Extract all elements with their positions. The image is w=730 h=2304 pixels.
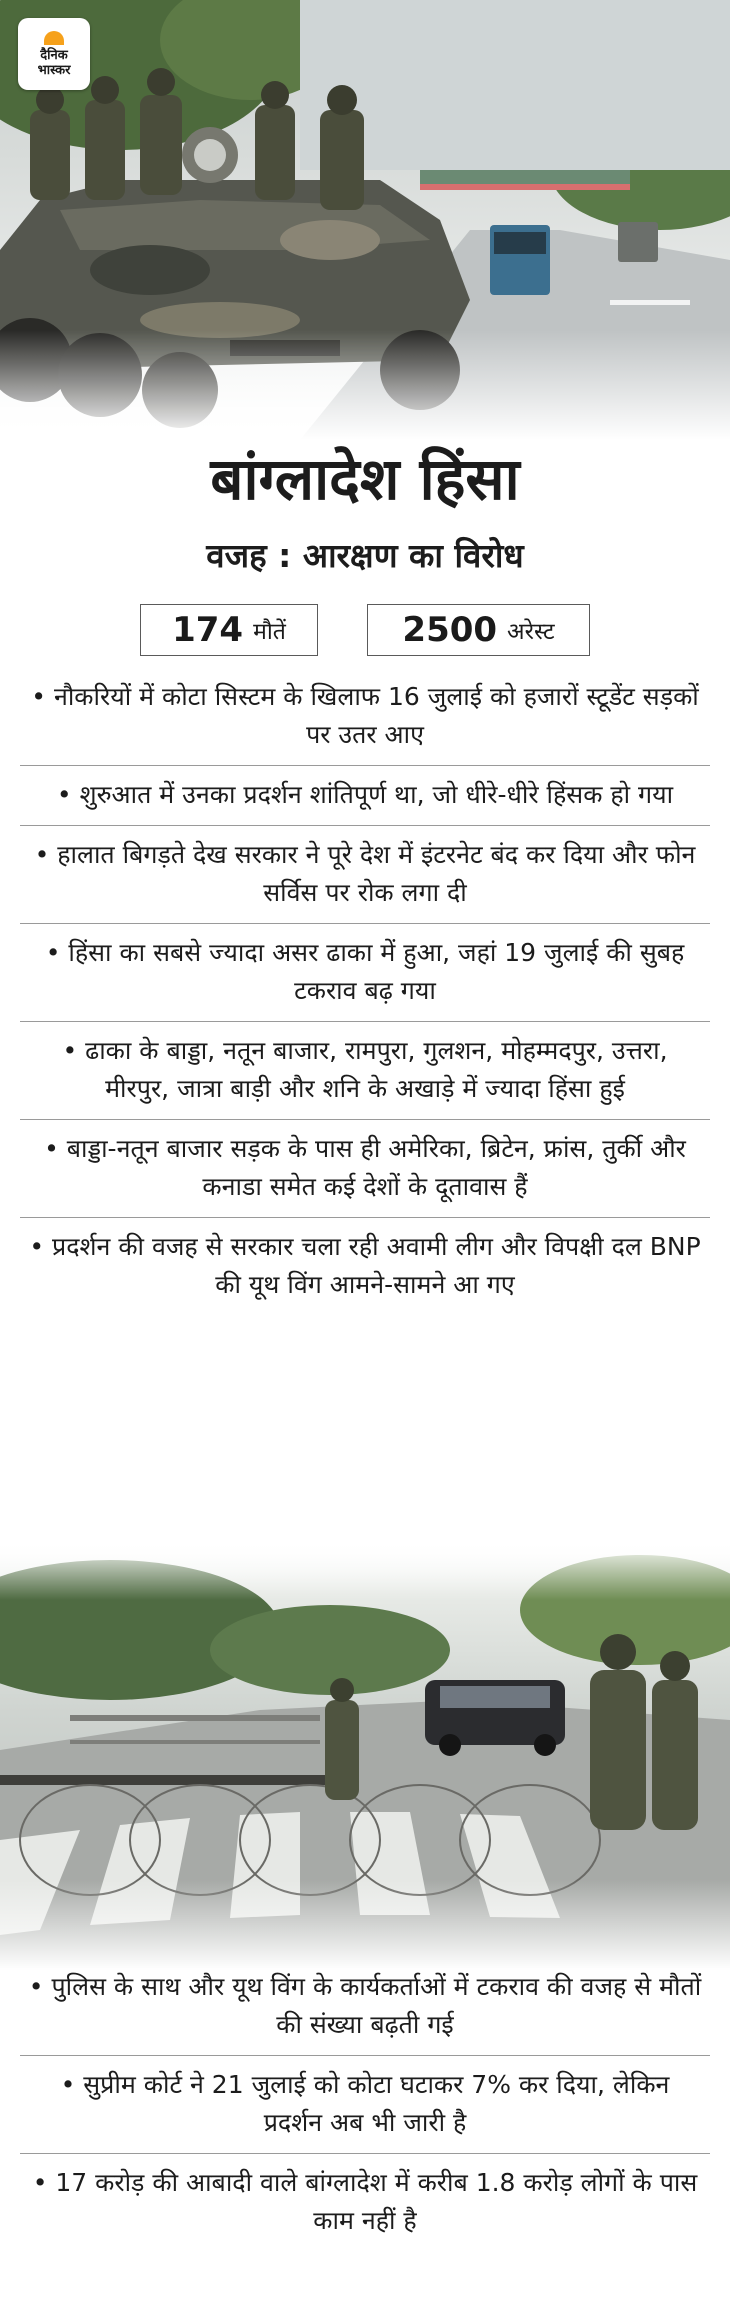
key-points-top [20, 668, 710, 1315]
stat-arrests-label: अरेस्ट [507, 619, 555, 645]
stat-deaths-value: 174 [172, 610, 244, 650]
list-item: • 17 करोड़ की आबादी वाले बांग्लादेश में करीब 1.8 करोड़ लोगों के पास काम नहीं है [32, 2168, 698, 2235]
list-item: • हालात बिगड़ते देख सरकार ने पूरे देश में इंटरनेट बंद कर दिया और फोन सर्विस पर रोक लगा दी [20, 826, 710, 924]
key-points-bottom [20, 1958, 710, 2251]
list-item: • पुलिस के साथ और यूथ विंग के कार्यकर्ताओं में टकराव की वजह से मौतों की संख्या बढ़ती गई [20, 1958, 710, 2056]
list-item: • ढाका के बाड्डा, नतून बाजार, रामपुरा, गुलशन, मोहम्मदपुर, उत्तरा, मीरपुर, जात्रा बाड़ी और शनि के अखाड़े में ज्यादा हिंसा हुई [20, 1022, 710, 1120]
logo-line-2: भास्कर [37, 62, 71, 78]
dainik-bhaskar-logo [18, 18, 90, 90]
armored-vehicle-illustration [0, 0, 730, 440]
page-subtitle: वजह : आरक्षण का विरोध [206, 536, 524, 575]
top-photo-armored-vehicle [0, 0, 730, 440]
stat-deaths-label: मौतें [253, 619, 286, 645]
middle-photo-barricade [0, 1540, 730, 1970]
stat-deaths [140, 604, 318, 656]
list-item: • नौकरियों में कोटा सिस्टम के खिलाफ 16 जुलाई को हजारों स्टूडेंट सड़कों पर उतर आए [20, 668, 710, 766]
list-item: • सुप्रीम कोर्ट ने 21 जुलाई को कोटा घटाकर 7% कर दिया, लेकिन प्रदर्शन अब भी जारी है [20, 2056, 710, 2154]
logo-line-1: दैनिक [40, 47, 68, 63]
list-item: • प्रदर्शन की वजह से सरकार चला रही अवामी लीग और विपक्षी दल BNP की यूथ विंग आमने-सामने आ गए [29, 1232, 701, 1299]
list-item: • हिंसा का सबसे ज्यादा असर ढाका में हुआ, जहां 19 जुलाई की सुबह टकराव बढ़ गया [20, 924, 710, 1022]
list-item: • शुरुआत में उनका प्रदर्शन शांतिपूर्ण था, जो धीरे-धीरे हिंसक हो गया [20, 766, 710, 826]
page-title: बांग्लादेश हिंसा [210, 445, 520, 513]
stat-arrests-value: 2500 [402, 610, 498, 650]
list-item: • बाड्डा-नतून बाजार सड़क के पास ही अमेरिका, ब्रिटेन, फ्रांस, तुर्की और कनाडा समेत कई देशों के दूतावास हैं [20, 1120, 710, 1218]
barricade-illustration [0, 1540, 730, 1970]
sun-logo-icon [44, 31, 64, 45]
stat-arrests [367, 604, 590, 656]
